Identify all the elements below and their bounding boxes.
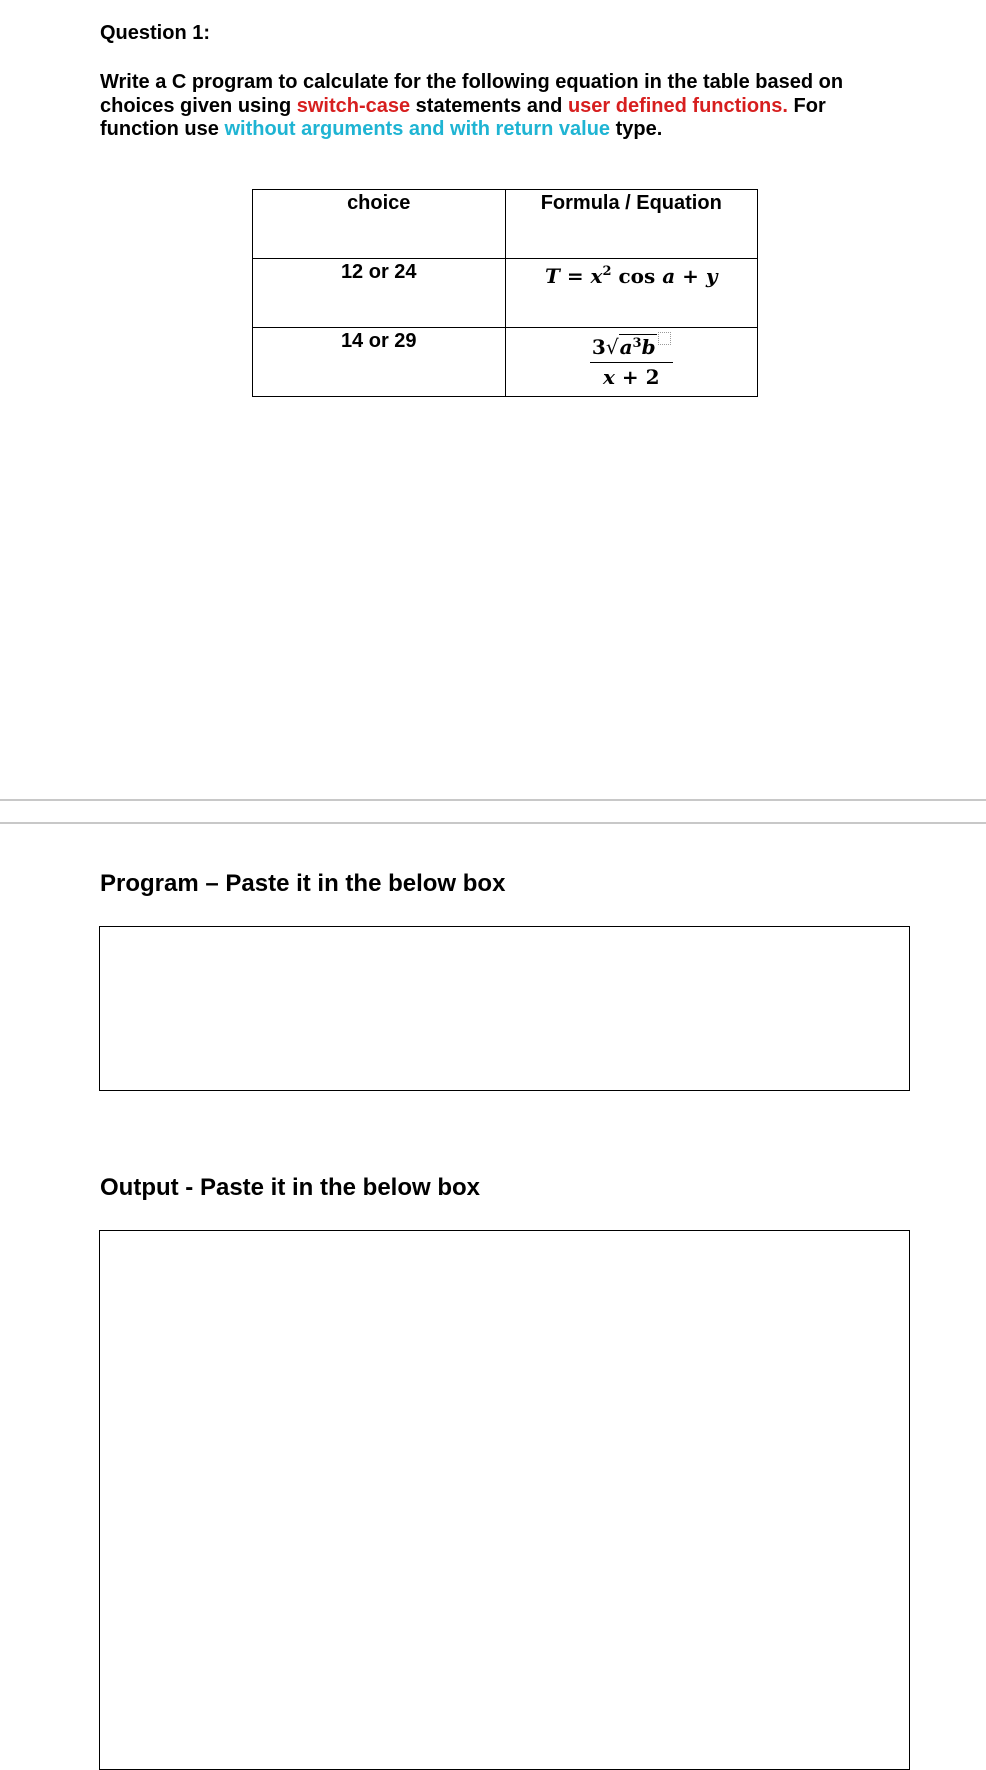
formula-table xyxy=(252,189,758,397)
formula-cell xyxy=(505,259,758,328)
choice-cell: 14 or 29 xyxy=(253,328,506,397)
program-paste-box[interactable] xyxy=(99,926,910,1091)
table-header-row xyxy=(253,190,758,259)
instructions-text-4: type. xyxy=(610,118,663,140)
header-formula: Formula / Equation xyxy=(505,190,758,259)
choice-cell: 12 or 24 xyxy=(253,259,506,328)
function-type-highlight: without arguments and with return value xyxy=(224,118,611,140)
switch-case-highlight: switch-case xyxy=(296,94,411,117)
instructions-text-3: For function use xyxy=(100,94,826,140)
equation-placeholder-icon xyxy=(658,332,671,345)
instructions-text-2: statements and xyxy=(410,94,568,117)
formula-cell xyxy=(505,328,758,397)
square-root-icon: √ xyxy=(605,335,619,359)
page-divider xyxy=(0,822,986,824)
instructions-text-1: Write a C program to calculate for the following equation in the table based on choices given using xyxy=(100,71,844,117)
user-defined-functions-highlight: user defined functions. xyxy=(567,94,788,117)
question-title: Question 1: xyxy=(100,22,211,44)
page-divider xyxy=(0,799,986,801)
fraction-numerator: $3√a^3b$ xyxy=(590,332,673,363)
header-choice: choice xyxy=(253,190,506,259)
program-heading: Program – Paste it in the below box xyxy=(100,870,506,897)
output-heading: Output - Paste it in the below box xyxy=(100,1174,481,1201)
equation-fraction xyxy=(590,332,673,389)
question-instructions xyxy=(100,71,900,142)
equation-cosine: $T = x^2$ cos a + y xyxy=(544,264,718,288)
fraction-denominator: x + 2 xyxy=(602,365,660,389)
output-paste-box[interactable] xyxy=(99,1230,910,1770)
table-row xyxy=(253,259,758,328)
table-row xyxy=(253,328,758,397)
